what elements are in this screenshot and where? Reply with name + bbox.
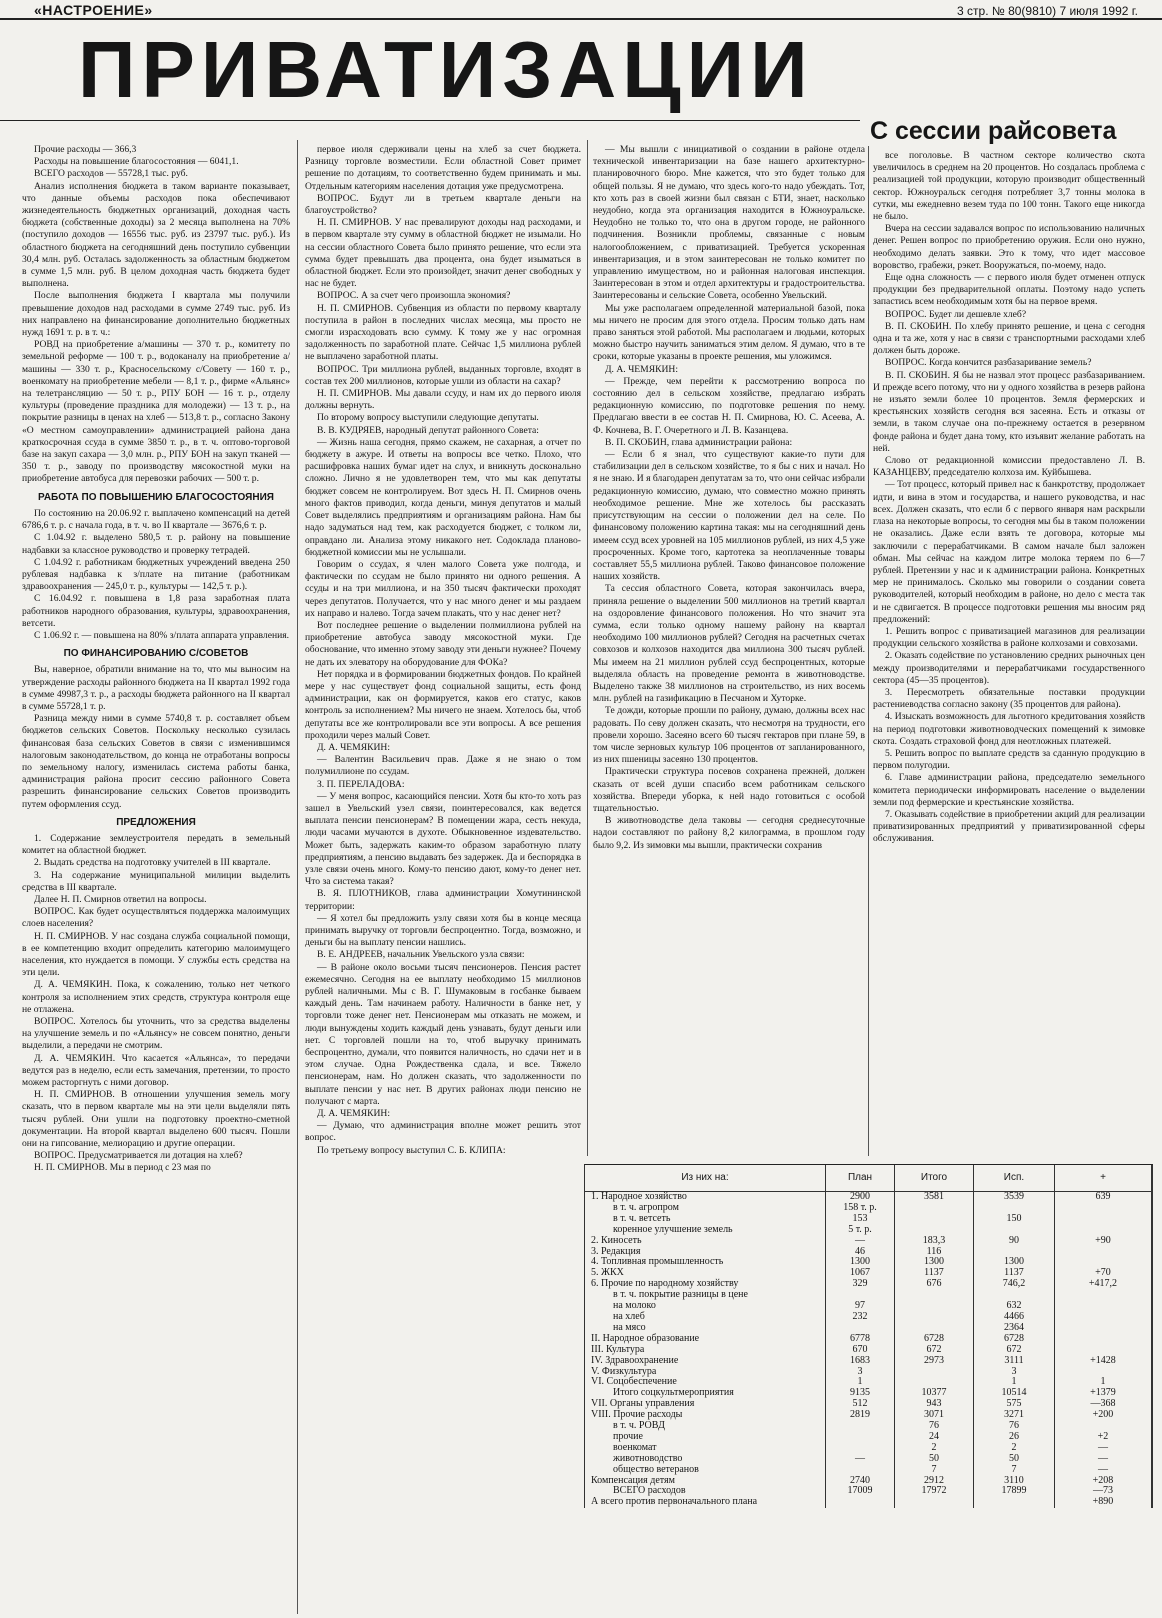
table-cell-value: 575	[974, 1399, 1055, 1410]
section-heading: ПРЕДЛОЖЕНИЯ	[116, 816, 196, 828]
paragraph: — У меня вопрос, касающийся пенсии. Хотя бы кто-то хоть раз зашел в Увельский узел связи, поинтересовался, как ведется выплата пенсии пенсионерам? В помещении жара, сесть некуда, люди часами мучаются в духоте. Обыкновенное издевательство. Может быть, задержать каким-то образом заработную плату предприятиям, а пенсию выдавать без задержек. Да и беспорядка в узле связи очень много. Кому-то пенсию дают, кому-то денег нет. Что за система такая?	[305, 790, 581, 888]
table-cell-value	[895, 1290, 974, 1301]
table-cell-value	[826, 1432, 895, 1443]
table-cell-value: 6728	[895, 1334, 974, 1345]
table-cell-value	[1055, 1312, 1152, 1323]
table-cell-value: 1683	[826, 1356, 895, 1367]
paragraph: ВОПРОС. Три миллиона рублей, выданных торговле, входят в состав тех 200 миллионов, которые ушли из области на сахар?	[305, 363, 581, 387]
table-cell-value: 17899	[974, 1486, 1055, 1497]
header-plan: План	[826, 1165, 895, 1192]
paragraph: — Валентин Васильевич прав. Даже я не знаю о том полумиллионе по ссудам.	[305, 754, 581, 778]
paragraph: Н. П. СМИРНОВ. В отношении улучшения земель могу сказать, что в первом квартале мы на эти цели выделяли пять тысяч рублей. Они ушли на подготовку проектно-сметной документации. На второй квартал выделено 600 тысяч. Пошли они на гипсование, мелиорацию и другие операции.	[22, 1089, 290, 1150]
table-cell-label: 6. Прочие по народному хозяйству	[585, 1279, 826, 1290]
table-cell-value: 7	[974, 1465, 1055, 1476]
paragraph: Н. П. СМИРНОВ. У нас создана служба социальной помощи, в ее компетенцию входит определить категорию малоимущего населения, кто нуждается в помощи. У службы есть средства на эти цели.	[22, 930, 290, 979]
paragraph: ВОПРОС. Как будет осуществляться поддержка малоимущих слоев населения?	[22, 906, 290, 930]
table-cell-value: 2912	[895, 1476, 974, 1487]
table-cell-value	[1055, 1290, 1152, 1301]
issue-info: 3 стр. № 80(9810) 7 июля 1992 г.	[957, 4, 1138, 18]
table-cell-value: +2	[1055, 1432, 1152, 1443]
table-cell-value: 2819	[826, 1410, 895, 1421]
paragraph: ВОПРОС. А за счет чего произошла экономия?	[317, 290, 511, 302]
table-cell-value: 50	[974, 1454, 1055, 1465]
table-cell-value	[895, 1312, 974, 1323]
table-cell-value: 153	[826, 1214, 895, 1225]
paragraph: Практически структура посевов сохранена прежней, должен сказать от всей души спасибо всем работникам сельского хозяйства. Впереди уборка, к ней надо готовиться с особой тщательностью.	[593, 766, 865, 814]
paragraph: 1. Содержание землеустроителя передать в земельный комитет на областной бюджет.	[22, 832, 290, 857]
table-row	[585, 1410, 1152, 1421]
paragraph: ВСЕГО расходов — 55728,1 тыс. руб.	[34, 168, 188, 180]
paragraph: По состоянию на 20.06.92 г. выплачено компенсаций на детей 6786,6 т. р. с начала года, в т. ч. во II квартале — 3676,6 т. р.	[22, 507, 290, 532]
article-column-1	[22, 144, 290, 1612]
table-cell-value: 3071	[895, 1410, 974, 1421]
table-cell-value: 50	[895, 1454, 974, 1465]
table-cell-value: +200	[1055, 1410, 1152, 1421]
table-cell-value: 4466	[974, 1312, 1055, 1323]
table-cell-label: Компенсация детям	[585, 1476, 826, 1487]
header-diff: +	[1055, 1165, 1152, 1192]
paragraph: В животноводстве дела таковы — сегодня среднесуточные надои составляют по району 8,2 килограмма, в прошлом году было 9,2. Из зимовки мы вышли, практически сохранив	[593, 815, 865, 851]
table-cell-label: 2. Киносеть	[585, 1236, 826, 1247]
table-cell-value: +1428	[1055, 1356, 1152, 1367]
table-cell-label: III. Культура	[585, 1345, 826, 1356]
table-row	[585, 1290, 1152, 1301]
headline-rule	[0, 120, 860, 121]
table-cell-label: в т. ч. агропром	[585, 1203, 826, 1214]
article-column-4	[873, 150, 1145, 1154]
table-cell-value: 10377	[895, 1388, 974, 1399]
table-cell-value	[1055, 1247, 1152, 1258]
table-cell-value	[1055, 1301, 1152, 1312]
paragraph: — Жизнь наша сегодня, прямо скажем, не сахарная, а отчет по бюджету в ажуре. И ответы на вопросы все четко. Плохо, что расшифровка наших бумаг идет на слух, и вникнуть досконально сложно. Лично я не удовлетворен тем, что мы как депутаты бюджет совсем не контролируем. Вот здесь Н. П. Смирнов очень много фактов приводил, когда деньги, минуя депутатов и малый Совет выделялись предприятиям и организациям района. Нам бы надо задуматься над тем, как расходуется бюджет, с толком ли, оправдано ли. Анализа этому никакого нет. Содоклада планово-бюджетной комиссии мы не услышали.	[305, 436, 581, 558]
paragraph: Та сессия областного Совета, которая закончилась вчера, приняла решение о выделении 500 миллионов на третий квартал на оздоровление финансового положения. Но что значит эта сумма, если только одному нашему району на квартал необходимо 100 миллионов рублей? Сегодня на расчетных счетах совхозов и колхозов находится два миллиона 300 тысяч рублей. Мы имеем на 21 миллион рублей ссуд беспроцентных, которые выделяла область на проведение ремонта в животноводстве. Выделено также 38 миллионов на строительство, из них восемь млн. рублей на газификацию в Песчаном и Хуторке.	[593, 583, 865, 705]
table-cell-value: —	[1055, 1454, 1152, 1465]
paragraph: ВОПРОС. Будут ли в третьем квартале деньги на благоустройство?	[305, 192, 581, 217]
paragraph: Прочие расходы — 366,3	[34, 144, 137, 155]
section-heading: ПО ФИНАНСИРОВАНИЮ С/СОВЕТОВ	[63, 648, 249, 660]
table-cell-label: животноводство	[585, 1454, 826, 1465]
paragraph: В. П. СКОБИН, глава администрации района:	[605, 436, 793, 448]
table-cell-value: 639	[1055, 1192, 1152, 1203]
headline: ПРИВАТИЗАЦИИ	[78, 25, 814, 114]
paragraph: — Мы вышли с инициативой о создании в районе отдела технической инвентаризации на базе нашего архитектурно-планировочного бюро. Мне кажется, что это будет только для общей пользы. Я не думаю, что здесь кого-то надо убеждать. Тот, кто хоть раз в своей жизни был связан с БТИ, знает, насколько неудобно, когда эта организация находится в Южноуральске. Неудобно не только то, что она в другом городе, не районного подчинения. Возникли проблемы, связанные с новым налогообложением, с приватизацией. Требуется ускоренная инвентаризация, и в этом заинтересован не только комитет по управлению имуществом, но и районная налоговая инспекция. Заинтересован в этом и отдел архитектуры и градостроительства. Заинтересованы и сельские Совета, особенно Увельский.	[593, 144, 865, 302]
table-cell-value: 6728	[974, 1334, 1055, 1345]
table-row	[585, 1301, 1152, 1312]
section-heading: РАБОТА ПО ПОВЫШЕНИЮ БЛАГОСОСТОЯНИЯ	[38, 491, 274, 503]
table-cell-value	[826, 1421, 895, 1432]
paragraph: Слово от редакционной комиссии предоставлено Л. В. КАЗАНЦЕВУ, председателю колхоза им. Куйбышева.	[873, 455, 1145, 479]
table-cell-value	[895, 1497, 974, 1508]
table-cell-label: в т. ч. РОВД	[585, 1421, 826, 1432]
paragraph: — Тот процесс, который привел нас к банкротству, продолжает идти, и вина в этом и государства, и нашего руководства, и нас всех. Должен сказать, что если б с первого января нам раскрыли глаза на некоторые вопросы, то сегодня мы бы в таком положении не оказались. Даже если взять те договора, которые мы заключили с перерабатчиками. В самом начале был заложен обман. Мы сейчас на каждом литре молока теряем по 6—7 рублей. Претензии у нас и к администрации района. Конкретных мер не принималось. Сколько мы говорили о создании совета руководителей, который необходим в районе, но дело с места так и не сдвигается. В процессе подготовки решения мы вносим ряд предложений:	[873, 479, 1145, 625]
table-cell-value: 76	[974, 1421, 1055, 1432]
article-title: С сессии райсовета	[870, 117, 1117, 145]
paragraph: Еще одна сложность — с первого июля будет отменен отпуск продукции без предварительной оплаты. Поэтому надо успеть запастись всем необходимым хотя бы на первое время.	[873, 272, 1145, 308]
table-cell-value: 116	[895, 1247, 974, 1258]
top-rule	[0, 18, 1162, 20]
table-cell-value: 7	[895, 1465, 974, 1476]
table-cell-label: в т. ч. ветсеть	[585, 1214, 826, 1225]
paragraph: Д. А. ЧЕМЯКИН. Что касается «Альянса», то передачи ведутся раз в неделю, если есть замечания, претензии, то просто можем расторгнуть с ними договор.	[22, 1052, 290, 1089]
paragraph: С 1.06.92 г. — повышена на 80% з/плата аппарата управления.	[34, 629, 290, 641]
paragraph: Д. А. ЧЕМЯКИН:	[317, 1108, 391, 1120]
paragraph: Н. П. СМИРНОВ. У нас превалируют доходы над расходами, и в первом квартале эту сумму в областной бюджет не изымали. Но на сессии областного Совета было принято решение, что если эта сумма будет превышать два процента, она будет изыматься в областной бюджет. Если это произойдет, значит денег свободных у нас не будет.	[305, 217, 581, 290]
table-cell-label: VIII. Прочие расходы	[585, 1410, 826, 1421]
table-cell-value: 9135	[826, 1388, 895, 1399]
table-cell-value: 3111	[974, 1356, 1055, 1367]
table-cell-label: IV. Здравоохранение	[585, 1356, 826, 1367]
table-cell-value: 17972	[895, 1486, 974, 1497]
paragraph: все поголовье. В частном секторе количество скота увеличилось в среднем на 20 процентов. Но создалась проблема с реализацией той продукции, которую производит общественный сектор. Южноуральск сегодня потребляет 3,7 тонны молока в сутки, мы ежедневно везем туда по 100 тонн. Такого еще никогда не было.	[873, 150, 1145, 223]
paragraph: Вот последнее решение о выделении полмиллиона рублей на приобретение автобуса заводу мясокостной муки. Где обоснование, что именно этому заводу эти деньги нужнее? Почему не дать их элеватору на оборудование для ФОКа?	[305, 619, 581, 668]
table-cell-value: 512	[826, 1399, 895, 1410]
table-cell-label: VI. Соцобеспечение	[585, 1377, 826, 1388]
header-category: Из них на:	[585, 1165, 826, 1192]
paragraph: Н. П. СМИРНОВ. Субвенция из области по первому кварталу поступила в район в последних числах месяца, мы просто не смогли израсходовать всю сумму. К тому же у нас огромная задолженность по заработной плате. Сейчас 1,5 миллиона рублей не выплачено заработной платы.	[305, 302, 581, 363]
table-cell-label: А всего против первоначального плана	[585, 1497, 826, 1508]
table-cell-value: +890	[1055, 1497, 1152, 1508]
table-cell-value	[1055, 1334, 1152, 1345]
paragraph: Н. П. СМИРНОВ. Мы в период с 23 мая по	[34, 1162, 211, 1174]
table-cell-value: +417,2	[1055, 1279, 1152, 1290]
table-cell-value	[826, 1465, 895, 1476]
table-row	[585, 1312, 1152, 1323]
table-cell-value: 76	[895, 1421, 974, 1432]
header-executed: Исп.	[974, 1165, 1055, 1192]
table-cell-label: на молоко	[585, 1301, 826, 1312]
paragraph: 1. Решить вопрос с приватизацией магазинов для реализации продукции сельского хозяйства в районе колхозами и совхозами.	[873, 625, 1145, 650]
article-column-3	[593, 144, 865, 1154]
table-cell-value: 6778	[826, 1334, 895, 1345]
table-cell-value: —	[1055, 1465, 1152, 1476]
paragraph: 3. На содержание муниципальной милиции выделить средства в III квартале.	[22, 869, 290, 893]
paragraph: 2. Выдать средства на подготовку учителей в III квартале.	[34, 857, 271, 869]
table-cell-value: —368	[1055, 1399, 1152, 1410]
table-cell-label: прочие	[585, 1432, 826, 1443]
paragraph: — Я хотел бы предложить узлу связи хотя бы в конце месяца принимать выручку от торговли беспроцентно. Тогда, возможно, и деньги бы на выплату пенсии нашлись.	[305, 912, 581, 949]
paragraph: По третьему вопросу выступил С. Б. КЛИПА:	[317, 1144, 506, 1156]
table-cell-value: 1067	[826, 1268, 895, 1279]
paragraph: З. П. ПЕРЕЛАДОВА:	[317, 778, 405, 790]
table-cell-value: 3	[974, 1367, 1055, 1378]
column-divider	[868, 146, 869, 1156]
paragraph: Разница между ними в сумме 5740,8 т. р. составляет объем бюджетов сельских Советов. Поскольку несколько сузилась финансовая база сельских Советов в связи с изменившимся налоговым законодательством, до конца не отработаны вопросы по земельному налогу, изменилась система работы банка, администрация района просит сессию районного Совета разрешить финансирование сельских Советов производить путем оформления ссуд.	[22, 713, 290, 810]
table-cell-value: 1	[1055, 1377, 1152, 1388]
table-cell-value: 670	[826, 1345, 895, 1356]
paragraph: первое июля сдерживали цены на хлеб за счет бюджета. Разницу торговле возместили. Если областной Совет примет решение по дотациям, то соответственно будем принимать и мы. Отдельным категориям населения дотация уже предусмотрена.	[305, 144, 581, 192]
table-cell-label: 3. Редакция	[585, 1247, 826, 1258]
table-cell-label: коренное улучшение земель	[585, 1225, 826, 1236]
table-cell-value: —	[826, 1236, 895, 1247]
table-cell-label: ВСЕГО расходов	[585, 1486, 826, 1497]
table-cell-value: 24	[895, 1432, 974, 1443]
table-cell-value: +1379	[1055, 1388, 1152, 1399]
table-cell-value: 1	[974, 1377, 1055, 1388]
paragraph: С 16.04.92 г. повышена в 1,8 раза заработная плата работников народного образования, культуры, здравоохранения, ветсети.	[22, 593, 290, 629]
paragraph: ВОПРОС. Когда кончится разбазаривание земель?	[885, 357, 1092, 369]
table-cell-value: 2973	[895, 1356, 974, 1367]
table-cell-value: 3271	[974, 1410, 1055, 1421]
paragraph: 7. Оказывать содействие в приобретении акций для реализации приватизированных предприятий у приватизированной сферы обслуживания.	[873, 808, 1145, 845]
table-cell-value: 1	[826, 1377, 895, 1388]
paragraph: Далее Н. П. Смирнов ответил на вопросы.	[34, 893, 207, 905]
table-cell-value: 1137	[974, 1268, 1055, 1279]
paragraph: В. П. СКОБИН. Я бы не назвал этот процесс разбазариванием. И прежде всего потому, что ни у одного хозяйства в резерв района не изъято земли более 10 процентов. Земля фермерских и крестьянских хозяйств сегодня вся засеяна. Есть и отказы от земли, в таком случае она по-прежнему остается в резервном фонде района и будет дана тому, кто изъявит желание работать на ней.	[873, 369, 1145, 454]
table-cell-value: 97	[826, 1301, 895, 1312]
table-cell-value: 1300	[974, 1257, 1055, 1268]
table-cell-label: V. Физкультура	[585, 1367, 826, 1378]
paragraph: — Думаю, что администрация вполне может решить этот вопрос.	[305, 1120, 581, 1144]
paragraph: После выполнения бюджета I квартала мы получили превышение доходов над расходами в сумме 2749 тыс. руб. Из них направлено на финансирование дополнительно бюджетных нужд 1691 т. р. в т. ч.:	[22, 290, 290, 339]
table-header-row	[585, 1165, 1152, 1192]
paragraph: Вчера на сессии задавался вопрос по использованию наличных денег. Решен вопрос по приобретению оружия. Если оно нужно, необходимо делать заявки. Это к тому, что идет массовое воровство, грабежи, рэкет. Вооружаться, по-моему, надо.	[873, 223, 1145, 271]
paragraph: В. П. СКОБИН. По хлебу принято решение, и цена с сегодня одна и та же, хотя у нас в связи с транспортными расходами хлеб должен быть дороже.	[873, 320, 1145, 357]
paragraph: В. В. КУДРЯЕВ, народный депутат районного Совета:	[317, 424, 539, 436]
table-cell-label: 1. Народное хозяйство	[585, 1192, 826, 1203]
table-cell-value: 943	[895, 1399, 974, 1410]
table-cell-value: 183,3	[895, 1236, 974, 1247]
paragraph: 3. Пересмотреть обязательные поставки продукции растениеводства согласно закону (35 процентов для района).	[873, 686, 1145, 711]
table-cell-value: +70	[1055, 1268, 1152, 1279]
table-row	[585, 1236, 1152, 1247]
paragraph: Мы уже располагаем определенной материальной базой, пока мы ничего не просим для этого отдела. Просим только дать нам право заняться этой работой. Мы располагаем и людьми, которых можно быстро научить заниматься этим делом. Я думаю, что в те сроки, которые указаны в проекте решения, мы уложимся.	[593, 302, 865, 363]
table-row	[585, 1334, 1152, 1345]
table-cell-value: 17009	[826, 1486, 895, 1497]
table-cell-label: в т. ч. покрытие разницы в цене	[585, 1290, 826, 1301]
table-cell-value	[895, 1214, 974, 1225]
table-cell-label: Итого соцкультмероприятия	[585, 1388, 826, 1399]
paragraph: Говорим о ссудах, я член малого Совета уже полгода, и фактически по ссудам не было принято ни одного решения. А ссуды и на три миллиона, и на 350 тысяч фактически проходят через депутатов. Получается, что у нас много денег и мы раздаем их направо и налево. Тогда зачем плакать, что у нас денег нет?	[305, 558, 581, 619]
table-cell-value: 1300	[895, 1257, 974, 1268]
table-cell-value: —	[826, 1454, 895, 1465]
paragraph: ВОПРОС. Хотелось бы уточнить, что за средства выделены на улучшение земель и по «Альянсу» не совсем понятно, деньги выделили, а передачи не смотрим.	[22, 1016, 290, 1052]
table-cell-value: 1300	[826, 1257, 895, 1268]
paragraph: ВОПРОС. Будет ли дешевле хлеб?	[885, 308, 1027, 320]
paragraph: — Если б я знал, что существуют какие-то пути для стабилизации дел в сельском хозяйстве, то я бы с них и начал. Но я не знаю. И я благодарен депутатам за то, что они сейчас избрали редакционную комиссию, думаю, что совместно можно принять необходимое решение. Мне же хотелось бы рассказать присутствующим на сессии о положении дел на селе. По финансовому положению картина такая: мы на сегодняшний день имеем ссуд всех уровней на 105 миллионов рублей, из них 4,5 уже просроченных. Кроме того, картотека за неоплаченные товары составляет 55,5 миллиона рублей. Таково финансовое положение наших хозяйств.	[593, 449, 865, 583]
table-cell-value: 672	[895, 1345, 974, 1356]
table-cell-value	[974, 1497, 1055, 1508]
table-cell-value: +208	[1055, 1476, 1152, 1487]
table-cell-value: 232	[826, 1312, 895, 1323]
paragraph: Вы, наверное, обратили внимание на то, что мы выносим на утверждение расходы районного бюджета на II квартал 1992 года в сумме 49987,3 т. р., а расходы бюджета районного на II квартал в сумме 55728,1 т. р.	[22, 664, 290, 712]
table-cell-value: 3110	[974, 1476, 1055, 1487]
table-cell-value: 2	[895, 1443, 974, 1454]
table-cell-label: на мясо	[585, 1323, 826, 1334]
table-row	[585, 1497, 1152, 1508]
table-cell-value	[895, 1225, 974, 1236]
paragraph: 2. Оказать содействие по установлению средних рыночных цен между производителями и перерабатчиками государственного сектора (45—35 процентов).	[873, 650, 1145, 686]
table-cell-value	[1055, 1345, 1152, 1356]
table-cell-label: на хлеб	[585, 1312, 826, 1323]
table-cell-value: +90	[1055, 1236, 1152, 1247]
table-cell-value: 46	[826, 1247, 895, 1258]
table-cell-value: 2900	[826, 1192, 895, 1203]
table-cell-value	[895, 1203, 974, 1214]
table-cell-value: 2740	[826, 1476, 895, 1487]
table-cell-value	[895, 1367, 974, 1378]
table-cell-label: VII. Органы управления	[585, 1399, 826, 1410]
table-cell-value: 150	[974, 1214, 1055, 1225]
paragraph: В. Я. ПЛОТНИКОВ, глава администрации Хомутининской территории:	[305, 888, 581, 912]
paragraph: Те дожди, которые прошли по району, думаю, должны всех нас радовать. По севу должен сказать, что несмотря на трудности, его провели хорошо. Засеяно всего 60 тысяч гектаров при плане 59, в том числе зерновых культур 106 процентов от запланированного, из них пшеницы засеяно 130 процентов.	[593, 705, 865, 766]
table-row	[585, 1225, 1152, 1236]
table-cell-value: 26	[974, 1432, 1055, 1443]
table-cell-value: 632	[974, 1301, 1055, 1312]
table-cell-value	[895, 1301, 974, 1312]
paragraph: В. Е. АНДРЕЕВ, начальник Увельского узла связи:	[317, 949, 525, 961]
paragraph: Нет порядка и в формировании бюджетных фондов. По крайней мере у нас существует фонд социальной защиты, есть фонд администрации, как он формируется, каков его статус, каков контроль за исполнением? Мы ничего не знаем. Хотелось бы, чтоб депутаты все же контролировали все эти вопросы. А все решения проходили через малый Совет.	[305, 668, 581, 741]
table-cell-value: 672	[974, 1345, 1055, 1356]
table-cell-value: 3	[826, 1367, 895, 1378]
paragraph: По второму вопросу выступили следующие депутаты.	[317, 412, 539, 424]
table-cell-value: 746,2	[974, 1279, 1055, 1290]
table-cell-label: общество ветеранов	[585, 1465, 826, 1476]
table-cell-value	[1055, 1203, 1152, 1214]
table-cell-label: военкомат	[585, 1443, 826, 1454]
paragraph: — В районе около восьми тысяч пенсионеров. Пенсия растет ежемесячно. Сегодня на ее выплату необходимо 15 миллионов рублей наличными. Мы с В. Г. Шумаковым в госбанке бываем каждый день. Там начинаем работу. Наличности в банке нет, у торговли тоже денег нет. Пенсионерам мы отказать не можем, и люди вынуждены ходить каждый день узнавать, будут деньги или нет. С торговлей пошли на то, чтоб выручку принимать беспроцентно, думали, что появится наличность, но сдачи нет и в этом случае. Одна Рождественка сдала, и все. Тяжело пенсионерам, нам. Но должен сказать, что задолженности по выплате пенсии у нас нет. В других районах люди пенсию не получают с марта.	[305, 961, 581, 1107]
table-cell-value	[1055, 1214, 1152, 1225]
paragraph: Д. А. ЧЕМЯКИН:	[605, 363, 679, 375]
table-cell-value: 2364	[974, 1323, 1055, 1334]
paragraph: 4. Изыскать возможность для льготного кредитования хозяйств на период подготовки животноводческих помещений к зимовке скота. Создать страховой фонд для неотложных платежей.	[873, 711, 1145, 747]
table-cell-value	[826, 1497, 895, 1508]
table-cell-value: 3539	[974, 1192, 1055, 1203]
table-cell-value: 2	[974, 1443, 1055, 1454]
table-row	[585, 1432, 1152, 1443]
column-divider	[297, 140, 298, 1614]
table-cell-value: 676	[895, 1279, 974, 1290]
article-column-2	[305, 144, 581, 1612]
table-cell-value: 10514	[974, 1388, 1055, 1399]
table-row	[585, 1421, 1152, 1432]
header-total: Итого	[895, 1165, 974, 1192]
paragraph: РОВД на приобретение а/машины — 370 т. р., комитету по земельной реформе — 100 т. р., водоканалу на приобретение а/машины — 330 т. р., Красносельскому с/Совету — 160 т. р., военкомату на приобретение мебели — 8,1 т. р., фирме «Альянс» на телетрансляцию — 50 т. р., РПУ БОН — 16 т. р., отделу культуры (проведение праздника для молодежи) — 13 т. р., на покрытие разницы в ценах на хлеб — 513,8 т. р., согласно Закону «О местном самоуправлении» администрацией района дана краткосрочная ссуда в сумме 3850 т. р., в т. ч. оптово-торговой базе на закуп сахара — 3,0 млн. р., РПУ БОН на закуп тканей — 350 т. р., заводу по производству мясокостной муки на приобретение автобуса для перевозки рабочих — 500 т. р.	[22, 339, 290, 485]
paragraph: ВОПРОС. Предусматривается ли дотация на хлеб?	[34, 1150, 243, 1162]
paragraph: С 1.04.92 г. выделено 580,5 т. р. району на повышение надбавки за классное руководство и проверку тетрадей.	[22, 532, 290, 556]
table-cell-value: 329	[826, 1279, 895, 1290]
table-row	[585, 1356, 1152, 1367]
column-divider	[587, 140, 588, 1156]
table-row	[585, 1345, 1152, 1356]
table-row	[585, 1465, 1152, 1476]
paragraph: Н. П. СМИРНОВ. Мы давали ссуду, и нам их до первого июля должны вернуть.	[305, 388, 581, 412]
paragraph: 5. Решить вопрос по выплате средств за сданную продукцию в первом полугодии.	[873, 747, 1145, 772]
table-cell-value	[974, 1225, 1055, 1236]
paragraph: С 1.04.92 г. работникам бюджетных учреждений введена 250 рублевая надбавка к з/плате на питание (работникам здравоохранения — 245,0 т. р., культуры — 142,5 т. р.).	[22, 556, 290, 593]
table-cell-value: —73	[1055, 1486, 1152, 1497]
table-cell-value: 5 т. р.	[826, 1225, 895, 1236]
table-cell-value: 90	[974, 1236, 1055, 1247]
table-cell-label: II. Народное образование	[585, 1334, 826, 1345]
budget-table	[584, 1164, 1153, 1508]
paragraph: 6. Главе администрации района, председателю земельного комитета периодически информировать население о выделении земли под фермерские и крестьянские хозяйства.	[873, 772, 1145, 808]
section-name: «НАСТРОЕНИЕ»	[34, 2, 153, 18]
paragraph: Расходы на повышение благосостояния — 6041,1.	[34, 156, 239, 168]
table-cell-label: 4. Топливная промышленность	[585, 1257, 826, 1268]
table-cell-label: 5. ЖКХ	[585, 1268, 826, 1279]
table-cell-value: 158 т. р.	[826, 1203, 895, 1214]
paragraph: — Прежде, чем перейти к рассмотрению вопроса по состоянию дел в сельском хозяйстве, предлагаю избрать редакционную комиссию, по подготовке решения по нему. Предлагаю ввести в ее состав Н. П. Смирнова, Ю. С. Асеева, А. Ф. Кочнева, В. Г. Очеретного и Л. В. Казанцева.	[593, 375, 865, 436]
table-cell-value: —	[1055, 1443, 1152, 1454]
table-cell-value: 3581	[895, 1192, 974, 1203]
paragraph: Д. А. ЧЕМЯКИН. Пока, к сожалению, только нет четкого контроля за исполнением этих средств, структура контроля еще не отлажена.	[22, 979, 290, 1015]
table-cell-value: 1137	[895, 1268, 974, 1279]
table-cell-value	[1055, 1225, 1152, 1236]
paragraph: Д. А. ЧЕМЯКИН:	[317, 741, 391, 753]
paragraph: Анализ исполнения бюджета в таком варианте показывает, что данные объемы расходов пока обеспечивают жизнедеятельность бюджетных организаций, доходная часть бюджета (собственные доходы) за 2 месяца выполнена на 70% (поступило доходов — 16556 тыс. руб. из 23797 тыс. руб.). Из областного бюджета на сегодняшний день поступило субвенции 30,4 млн. руб. Осталась задолженность за областным бюджетом в сумме 1,5 млн. руб. В целом доходная часть бюджета будет выполнена.	[22, 180, 290, 290]
table-cell-value	[1055, 1323, 1152, 1334]
